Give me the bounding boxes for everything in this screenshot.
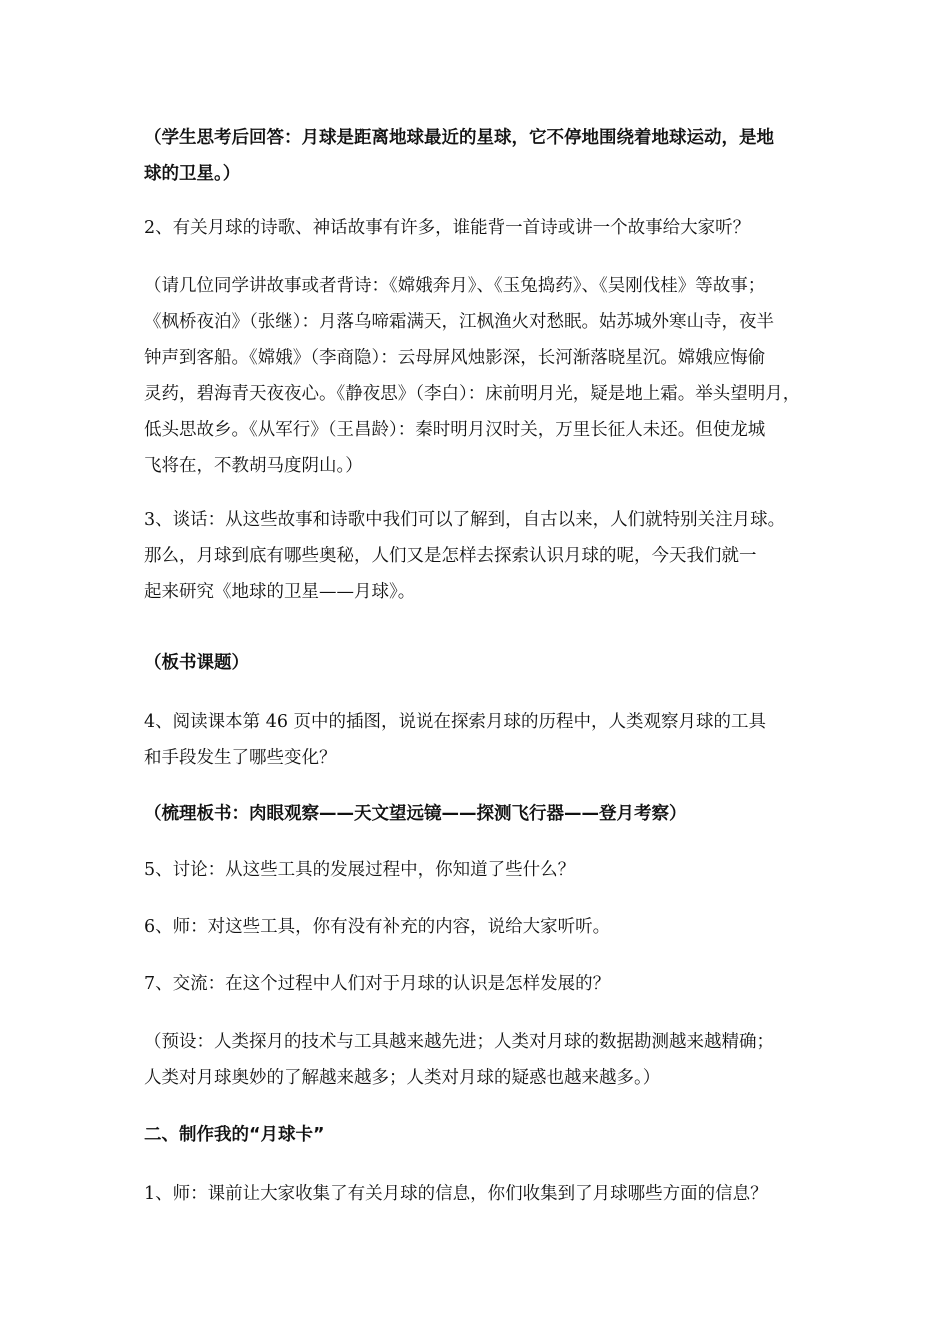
text-line: 6、师：对这些工具，你有没有补充的内容，说给大家听听。 bbox=[144, 917, 611, 937]
text-line: 1、师：课前让大家收集了有关月球的信息，你们收集到了月球哪些方面的信息？ bbox=[144, 1184, 768, 1204]
question-4-paragraph bbox=[144, 704, 812, 776]
question-2-answer-paragraph bbox=[144, 268, 812, 484]
question-7-answer-paragraph bbox=[144, 1024, 812, 1096]
question-5-paragraph bbox=[144, 852, 812, 888]
text-line: 5、讨论：从这些工具的发展过程中，你知道了些什么？ bbox=[144, 860, 576, 880]
text-line: 和手段发生了哪些变化？ bbox=[144, 748, 337, 768]
question-6-paragraph bbox=[144, 909, 812, 945]
text-line: 钟声到客船。《嫦娥》（李商隐）：云母屏风烛影深，长河渐落晓星沉。嫦娥应悔偷 bbox=[144, 348, 766, 368]
text-line: 飞将在，不教胡马度阴山。） bbox=[144, 456, 363, 476]
text-line: 2、有关月球的诗歌、神话故事有许多，谁能背一首诗或讲一个故事给大家听？ bbox=[144, 218, 751, 238]
section-2-heading bbox=[144, 1117, 812, 1153]
text-line: 《枫桥夜泊》（张继）：月落乌啼霜满天，江枫渔火对愁眠。姑苏城外寒山寺，夜半 bbox=[144, 312, 774, 332]
text-line: （梳理板书：肉眼观察——天文望远镜——探测飞行器——登月考察） bbox=[144, 804, 687, 824]
board-summary-paragraph bbox=[144, 796, 812, 832]
section-2-question-1-paragraph bbox=[144, 1176, 812, 1212]
text-line: 4、阅读课本第 46 页中的插图，说说在探索月球的历程中，人类观察月球的工具 bbox=[144, 712, 767, 732]
text-line: （板书课题） bbox=[144, 653, 249, 673]
text-line: 3、谈话：从这些故事和诗歌中我们可以了解到，自古以来，人们就特别关注月球。 bbox=[144, 510, 786, 530]
text-line: 人类对月球奥妙的了解越来越多；人类对月球的疑惑也越来越多。） bbox=[144, 1068, 661, 1088]
student-answer-paragraph bbox=[144, 120, 812, 192]
question-3-paragraph bbox=[144, 502, 812, 610]
text-line: （预设：人类探月的技术与工具越来越先进；人类对月球的数据勘测越来越精确； bbox=[144, 1032, 774, 1052]
board-title-paragraph bbox=[144, 645, 812, 681]
text-line: 7、交流：在这个过程中人们对于月球的认识是怎样发展的？ bbox=[144, 974, 611, 994]
text-line: （请几位同学讲故事或者背诗：《嫦娥奔月》、《玉兔捣药》、《吴刚伐桂》等故事； bbox=[144, 276, 766, 296]
text-line: 灵药，碧海青天夜夜心。《静夜思》（李白）：床前明月光，疑是地上霜。举头望明月， bbox=[144, 384, 801, 404]
question-7-paragraph bbox=[144, 966, 812, 1002]
text-line: 起来研究《地球的卫星——月球》。 bbox=[144, 582, 416, 602]
question-2-paragraph bbox=[144, 210, 812, 246]
text-line: 二、制作我的“月球卡” bbox=[144, 1125, 325, 1145]
text-line: 那么，月球到底有哪些奥秘，人们又是怎样去探索认识月球的呢，今天我们就一 bbox=[144, 546, 757, 566]
text-line: （学生思考后回答：月球是距离地球最近的星球，它不停地围绕着地球运动，是地 bbox=[144, 128, 774, 148]
text-line: 低头思故乡。《从军行》（王昌龄）：秦时明月汉时关，万里长征人未还。但使龙城 bbox=[144, 420, 766, 440]
text-line: 球的卫星。） bbox=[144, 164, 241, 184]
